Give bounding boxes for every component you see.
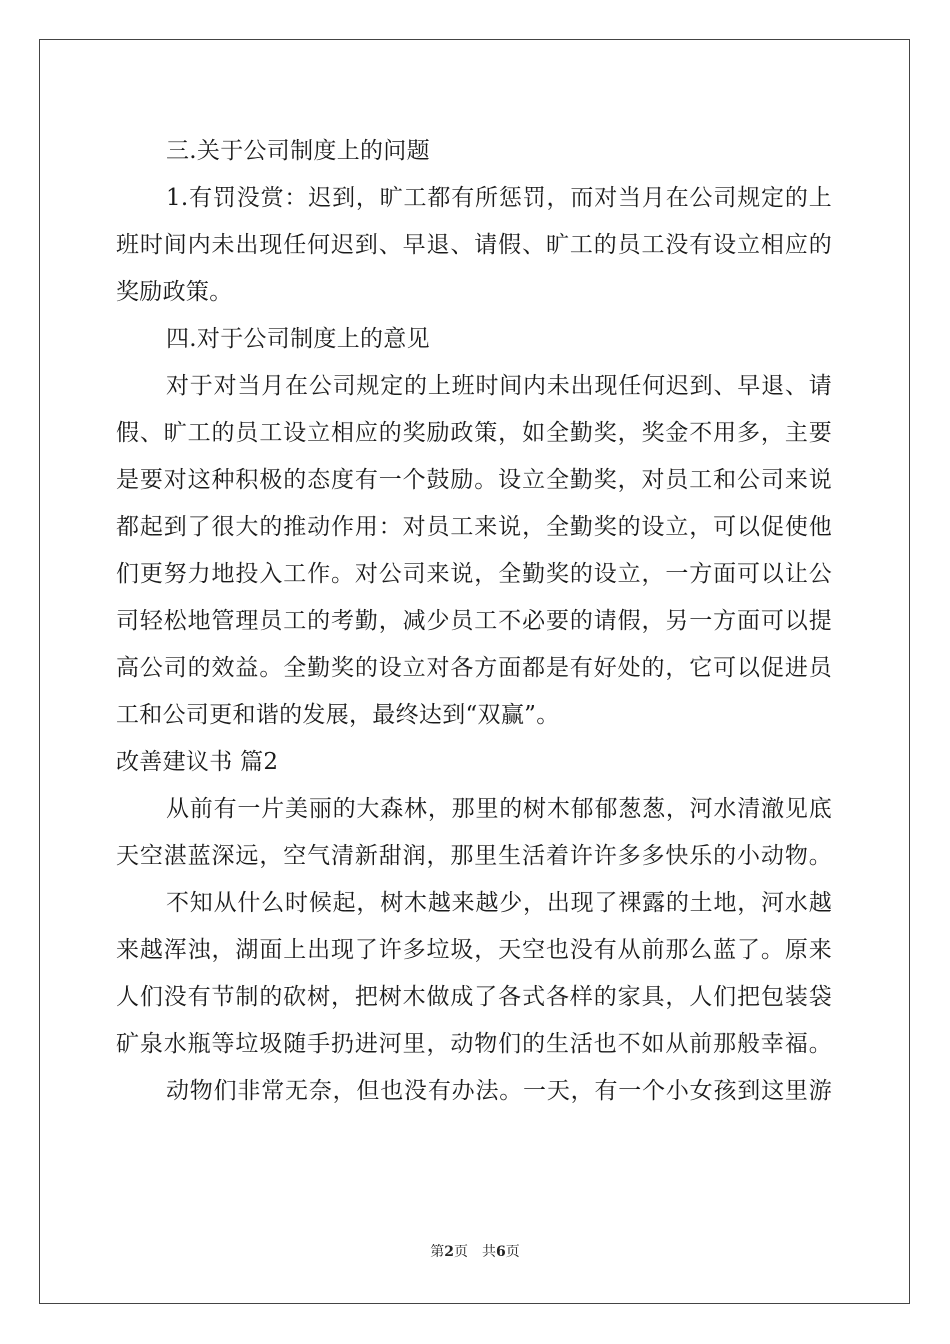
paragraph-line: 都起到了很大的推动作用：对员工来说，全勤奖的设立，可以促使他 — [116, 514, 832, 540]
paragraph-line: 动物们非常无奈，但也没有办法。一天，有一个小女孩到这里游 — [166, 1078, 832, 1104]
paragraph-line: 天空湛蓝深远，空气清新甜润，那里生活着许许多多快乐的小动物。 — [116, 843, 832, 869]
paragraph-line: 从前有一片美丽的大森林，那里的树木郁郁葱葱，河水清澈见底 — [166, 796, 832, 822]
paragraph-line: 班时间内未出现任何迟到、早退、请假、旷工的员工没有设立相应的 — [116, 232, 832, 258]
page-number: 2 — [444, 1244, 454, 1260]
total-prefix: 共 — [482, 1244, 496, 1260]
paragraph-line: 人们没有节制的砍树，把树木做成了各式各样的家具，人们把包装袋 — [116, 984, 832, 1010]
paragraph-line: 工和公司更和谐的发展，最终达到“双赢”。 — [116, 702, 560, 728]
article-title: 改善建议书 篇2 — [116, 749, 279, 775]
page-prefix: 第 — [430, 1244, 445, 1260]
section-heading: 四.对于公司制度上的意见 — [166, 326, 430, 352]
paragraph-line: 奖励政策。 — [116, 279, 233, 305]
paragraph-line: 们更努力地投入工作。对公司来说，全勤奖的设立，一方面可以让公 — [116, 561, 832, 587]
paragraph-line: 假、旷工的员工设立相应的奖励政策，如全勤奖，奖金不用多，主要 — [116, 420, 832, 446]
paragraph-line: 来越浑浊，湖面上出现了许多垃圾，天空也没有从前那么蓝了。原来 — [116, 937, 832, 963]
page-suffix: 页 — [454, 1244, 468, 1260]
paragraph-line: 矿泉水瓶等垃圾随手扔进河里，动物们的生活也不如从前那般幸福。 — [116, 1031, 832, 1057]
paragraph-line: 不知从什么时候起，树木越来越少，出现了裸露的土地，河水越 — [166, 890, 832, 916]
paragraph-line: 高公司的效益。全勤奖的设立对各方面都是有好处的，它可以促进员 — [116, 655, 832, 681]
paragraph-line: 是要对这种积极的态度有一个鼓励。设立全勤奖，对员工和公司来说 — [116, 467, 832, 493]
total-pages: 6 — [496, 1244, 506, 1260]
paragraph-line: 1.有罚没赏：迟到，旷工都有所惩罚，而对当月在公司规定的上 — [166, 185, 832, 211]
page-footer — [0, 1243, 950, 1261]
paragraph-line: 对于对当月在公司规定的上班时间内未出现任何迟到、早退、请 — [166, 373, 832, 399]
paragraph-line: 司轻松地管理员工的考勤，减少员工不必要的请假，另一方面可以提 — [116, 608, 832, 634]
total-suffix: 页 — [505, 1244, 520, 1260]
section-heading: 三.关于公司制度上的问题 — [166, 138, 430, 164]
